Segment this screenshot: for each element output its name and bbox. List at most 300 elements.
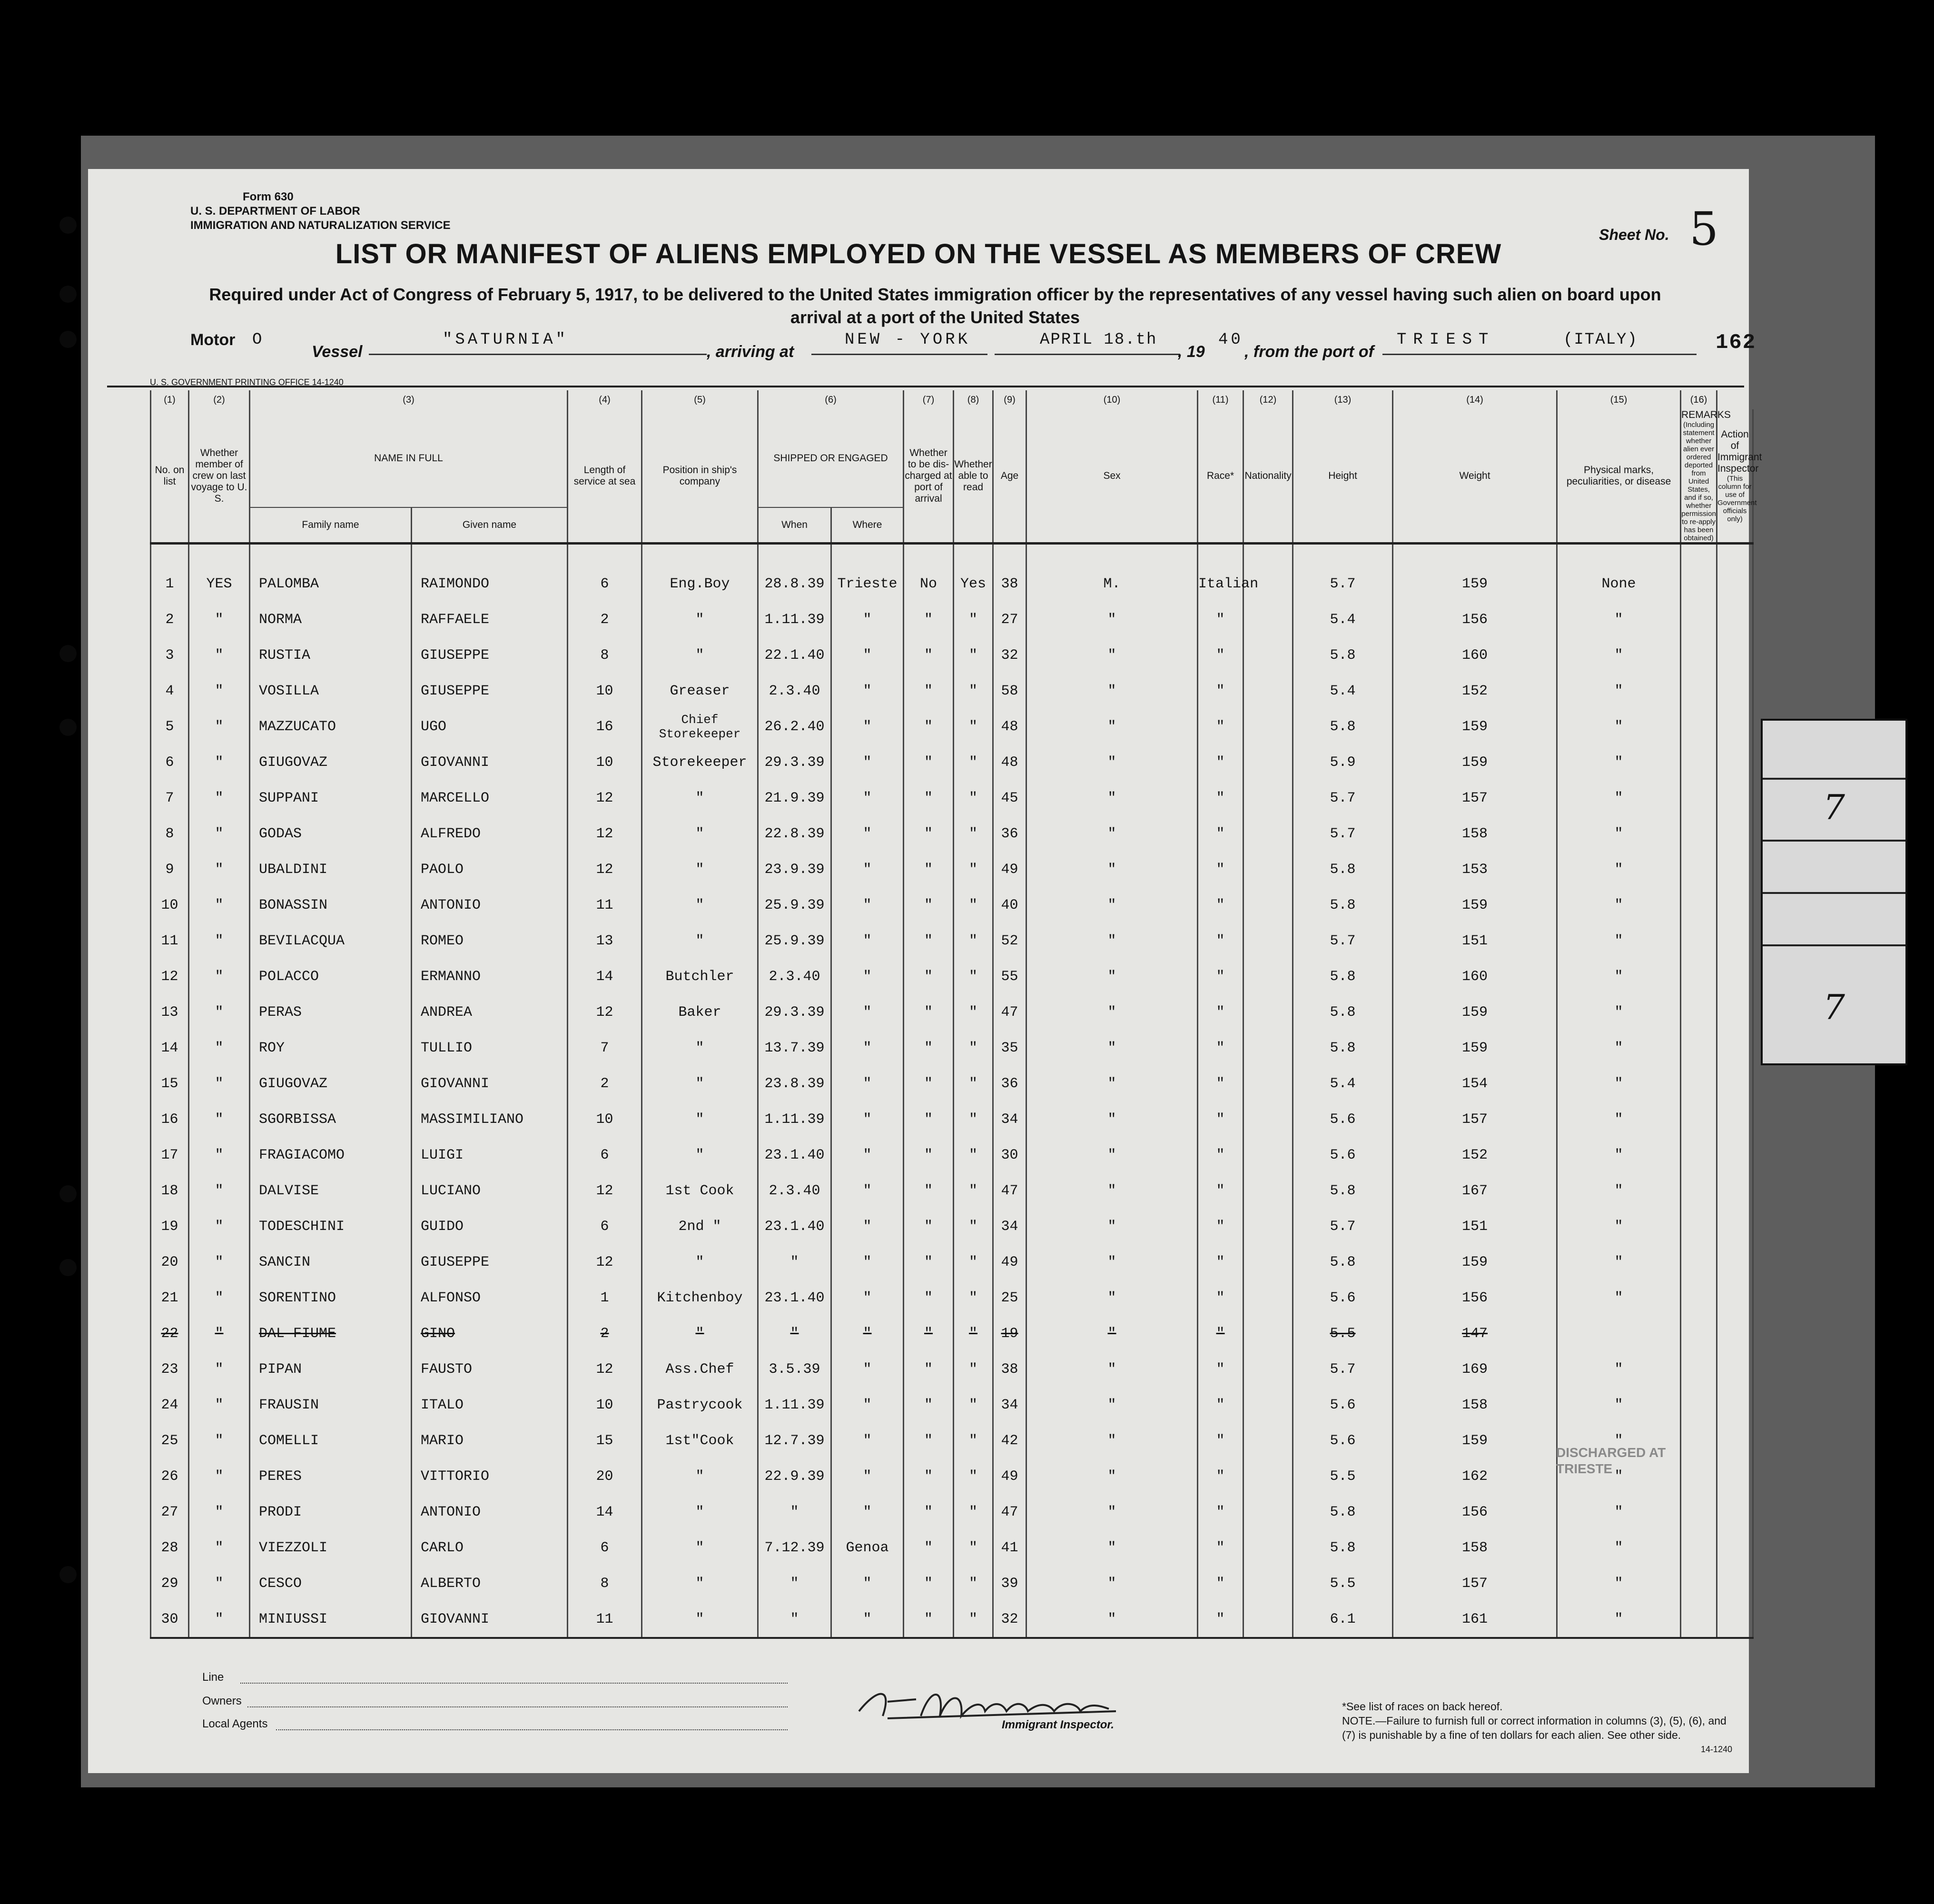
cell-length-of-service: 2 — [568, 602, 642, 637]
cell-race: " — [1198, 1244, 1243, 1280]
cell-family-name: MAZZUCATO — [250, 709, 412, 744]
cell-length-of-service: 6 — [568, 1530, 642, 1566]
cell-sex: " — [1026, 1244, 1198, 1280]
cell-age: 55 — [993, 959, 1026, 994]
table-row — [151, 1101, 1753, 1137]
cell-length-of-service: 6 — [568, 1137, 642, 1173]
cell-nationality — [1243, 673, 1293, 709]
cell-age: 34 — [993, 1209, 1026, 1244]
page-title: LIST OR MANIFEST OF ALIENS EMPLOYED ON THE VESSEL AS MEMBERS OF CREW — [335, 238, 1502, 269]
cell-race: " — [1198, 994, 1243, 1030]
cell-crew-last-voyage: " — [189, 959, 250, 994]
cell-nationality — [1243, 1030, 1293, 1066]
cell-shipped-where: " — [831, 602, 904, 637]
cell-able-to-read: " — [954, 1066, 993, 1101]
cell-nationality — [1243, 1351, 1293, 1387]
cell-shipped-when: 28.8.39 — [758, 544, 831, 602]
col-num: (15) — [1557, 390, 1681, 409]
cell-age: 47 — [993, 1494, 1026, 1530]
cell-family-name: GODAS — [250, 816, 412, 852]
col-physical-marks: Physical marks, peculiarities, or disease — [1557, 409, 1681, 544]
cell-position: 1st Cook — [642, 1173, 758, 1209]
cell-sex: " — [1026, 1601, 1198, 1638]
cell-position: Baker — [642, 994, 758, 1030]
motor-label: Motor — [190, 331, 236, 349]
table-row — [151, 1494, 1753, 1530]
cell-remarks — [1681, 602, 1717, 637]
cell-shipped-where: " — [831, 1101, 904, 1137]
cell-discharged: " — [904, 1387, 954, 1423]
arrival-date: APRIL 18.th — [1040, 331, 1157, 349]
cell-shipped-when: 1.11.39 — [758, 602, 831, 637]
discharged-stamp: DISCHARGED AT TRIESTE — [1556, 1445, 1666, 1476]
cell-row-number: 21 — [151, 1280, 189, 1316]
cell-crew-last-voyage: " — [189, 637, 250, 673]
cell-physical-marks: " — [1557, 1173, 1681, 1209]
cell-shipped-when: 29.3.39 — [758, 744, 831, 780]
cell-family-name: BONASSIN — [250, 887, 412, 923]
cell-height: 5.8 — [1293, 1530, 1393, 1566]
cell-family-name: GIUGOVAZ — [250, 1066, 412, 1101]
cell-height: 5.8 — [1293, 994, 1393, 1030]
cell-age: 41 — [993, 1530, 1026, 1566]
cell-age: 39 — [993, 1566, 1026, 1601]
cell-length-of-service: 10 — [568, 744, 642, 780]
cell-length-of-service: 15 — [568, 1423, 642, 1458]
cell-family-name: UBALDINI — [250, 852, 412, 887]
cell-able-to-read: " — [954, 1209, 993, 1244]
cell-height: 5.6 — [1293, 1280, 1393, 1316]
cell-crew-last-voyage: " — [189, 1566, 250, 1601]
cell-age: 49 — [993, 852, 1026, 887]
cell-position: " — [642, 852, 758, 887]
cell-inspector-action — [1717, 1209, 1753, 1244]
cell-nationality — [1243, 1566, 1293, 1601]
cell-shipped-where: " — [831, 1173, 904, 1209]
cell-shipped-where: " — [831, 1137, 904, 1173]
cell-discharged: " — [904, 994, 954, 1030]
cell-remarks — [1681, 1494, 1717, 1530]
cell-position: " — [642, 816, 758, 852]
cell-crew-last-voyage: " — [189, 1423, 250, 1458]
cell-inspector-action — [1717, 1494, 1753, 1530]
cell-crew-last-voyage: " — [189, 1244, 250, 1280]
cell-physical-marks: " — [1557, 1066, 1681, 1101]
cell-weight: 159 — [1393, 1423, 1557, 1458]
cell-nationality — [1243, 1423, 1293, 1458]
table-row — [151, 780, 1753, 816]
cell-physical-marks: " — [1557, 1566, 1681, 1601]
table-row — [151, 1316, 1753, 1351]
cell-weight: 159 — [1393, 887, 1557, 923]
cell-crew-last-voyage: " — [189, 1601, 250, 1638]
cell-remarks — [1681, 852, 1717, 887]
cell-weight: 158 — [1393, 1387, 1557, 1423]
cell-crew-last-voyage: " — [189, 780, 250, 816]
cell-crew-last-voyage: " — [189, 1316, 250, 1351]
cell-shipped-when: 2.3.40 — [758, 1173, 831, 1209]
cell-weight: 169 — [1393, 1351, 1557, 1387]
cell-weight: 167 — [1393, 1173, 1557, 1209]
col-num: (12) — [1243, 390, 1293, 409]
table-row — [151, 602, 1753, 637]
cell-given-name: ANTONIO — [412, 1494, 568, 1530]
cell-position: " — [642, 637, 758, 673]
table-row — [151, 1423, 1753, 1458]
cell-age: 47 — [993, 1173, 1026, 1209]
penalty-note: NOTE.—Failure to furnish full or correct information in columns (3), (5), (6), and (7) is punishable by a fine of ten dollars for each alien. See other side. — [1342, 1715, 1727, 1741]
cell-family-name: FRAGIACOMO — [250, 1137, 412, 1173]
col-where: Where — [831, 507, 904, 543]
table-row — [151, 1566, 1753, 1601]
cell-discharged: " — [904, 1244, 954, 1280]
cell-shipped-when: " — [758, 1316, 831, 1351]
col-sex: Sex — [1026, 409, 1198, 544]
cell-age: 27 — [993, 602, 1026, 637]
cell-row-number: 30 — [151, 1601, 189, 1638]
table-row — [151, 709, 1753, 744]
cell-shipped-when: 23.1.40 — [758, 1280, 831, 1316]
col-num: (13) — [1293, 390, 1393, 409]
from-label: , from the port of — [1244, 343, 1374, 361]
cell-row-number: 20 — [151, 1244, 189, 1280]
cell-race: " — [1198, 1387, 1243, 1423]
cell-family-name: PERES — [250, 1458, 412, 1494]
cell-race: " — [1198, 1101, 1243, 1137]
table-row — [151, 1209, 1753, 1244]
cell-crew-last-voyage: " — [189, 1494, 250, 1530]
cell-crew-last-voyage: " — [189, 709, 250, 744]
cell-sex: M. — [1026, 544, 1198, 602]
cell-family-name: COMELLI — [250, 1423, 412, 1458]
cell-inspector-action — [1717, 602, 1753, 637]
cell-remarks — [1681, 637, 1717, 673]
cell-weight: 151 — [1393, 923, 1557, 959]
table-row — [151, 852, 1753, 887]
cell-height: 5.7 — [1293, 544, 1393, 602]
cell-crew-last-voyage: " — [189, 1280, 250, 1316]
cell-sex: " — [1026, 1530, 1198, 1566]
cell-remarks — [1681, 959, 1717, 994]
cell-shipped-when: 29.3.39 — [758, 994, 831, 1030]
cell-discharged: " — [904, 1601, 954, 1638]
cell-nationality — [1243, 1280, 1293, 1316]
cell-length-of-service: 11 — [568, 1601, 642, 1638]
cell-inspector-action — [1717, 1030, 1753, 1066]
cell-family-name: GIUGOVAZ — [250, 744, 412, 780]
cell-shipped-where: " — [831, 709, 904, 744]
cell-crew-last-voyage: " — [189, 852, 250, 887]
cell-able-to-read: " — [954, 673, 993, 709]
cell-length-of-service: 12 — [568, 1351, 642, 1387]
col-num: (10) — [1026, 390, 1198, 409]
cell-shipped-when: 3.5.39 — [758, 1351, 831, 1387]
punch-hole — [59, 719, 77, 736]
cell-family-name: PRODI — [250, 1494, 412, 1530]
cell-position: Storekeeper — [642, 744, 758, 780]
cell-height: 5.8 — [1293, 637, 1393, 673]
cell-race: " — [1198, 1566, 1243, 1601]
cell-shipped-when: 25.9.39 — [758, 887, 831, 923]
cell-race: " — [1198, 1351, 1243, 1387]
cell-remarks — [1681, 1280, 1717, 1316]
cell-sex: " — [1026, 816, 1198, 852]
cell-physical-marks: None — [1557, 544, 1681, 602]
cell-sex: " — [1026, 673, 1198, 709]
cell-discharged: " — [904, 959, 954, 994]
cell-height: 5.5 — [1293, 1316, 1393, 1351]
cell-height: 5.7 — [1293, 816, 1393, 852]
cell-family-name: VIEZZOLI — [250, 1530, 412, 1566]
table-row — [151, 1351, 1753, 1387]
cell-height: 5.8 — [1293, 709, 1393, 744]
cell-discharged: " — [904, 602, 954, 637]
cell-remarks — [1681, 544, 1717, 602]
cell-discharged: " — [904, 1530, 954, 1566]
cell-discharged: " — [904, 923, 954, 959]
cell-position: Kitchenboy — [642, 1280, 758, 1316]
cell-inspector-action — [1717, 1244, 1753, 1280]
list-number: 162 — [1716, 331, 1756, 355]
table-row — [151, 994, 1753, 1030]
cell-race: " — [1198, 1209, 1243, 1244]
cell-shipped-when: 23.1.40 — [758, 1209, 831, 1244]
cell-weight: 147 — [1393, 1316, 1557, 1351]
cell-discharged: " — [904, 816, 954, 852]
cell-sex: " — [1026, 1101, 1198, 1137]
cell-row-number: 9 — [151, 852, 189, 887]
col-when: When — [758, 507, 831, 543]
cell-remarks — [1681, 1316, 1717, 1351]
col-num: (9) — [993, 390, 1026, 409]
col-num: (4) — [568, 390, 642, 409]
cell-position: " — [642, 1530, 758, 1566]
cell-age: 38 — [993, 1351, 1026, 1387]
cell-able-to-read: " — [954, 1280, 993, 1316]
cell-length-of-service: 12 — [568, 1173, 642, 1209]
cell-position: " — [642, 602, 758, 637]
cell-age: 19 — [993, 1316, 1026, 1351]
cell-inspector-action — [1717, 1101, 1753, 1137]
cell-given-name: ROMEO — [412, 923, 568, 959]
cell-discharged: " — [904, 1423, 954, 1458]
cell-given-name: PAOLO — [412, 852, 568, 887]
cell-weight: 157 — [1393, 780, 1557, 816]
cell-discharged: " — [904, 1209, 954, 1244]
table-row — [151, 544, 1753, 602]
col-no-on-list: No. on list — [151, 409, 189, 544]
cell-able-to-read: " — [954, 1494, 993, 1530]
cell-nationality — [1243, 544, 1293, 602]
cell-able-to-read: " — [954, 816, 993, 852]
cell-able-to-read: " — [954, 1387, 993, 1423]
cell-remarks — [1681, 994, 1717, 1030]
cell-shipped-where: " — [831, 1066, 904, 1101]
cell-discharged: " — [904, 1351, 954, 1387]
cell-family-name: NORMA — [250, 602, 412, 637]
cell-height: 5.8 — [1293, 1173, 1393, 1209]
from-port: TRIEST — [1397, 331, 1495, 349]
col-shipped: SHIPPED OR ENGAGED — [758, 409, 904, 507]
cell-able-to-read: " — [954, 1423, 993, 1458]
cell-family-name: DALVISE — [250, 1173, 412, 1209]
cell-nationality — [1243, 1244, 1293, 1280]
year-suffix: 40 — [1218, 331, 1243, 349]
cell-age: 45 — [993, 780, 1026, 816]
cell-nationality — [1243, 780, 1293, 816]
cell-inspector-action — [1717, 1530, 1753, 1566]
cell-weight: 158 — [1393, 1530, 1557, 1566]
cell-inspector-action — [1717, 1066, 1753, 1101]
cell-nationality — [1243, 1387, 1293, 1423]
cell-given-name: LUIGI — [412, 1137, 568, 1173]
cell-position: " — [642, 1566, 758, 1601]
cell-given-name: GINO — [412, 1316, 568, 1351]
cell-shipped-when: 13.7.39 — [758, 1030, 831, 1066]
cell-length-of-service: 10 — [568, 673, 642, 709]
cell-age: 36 — [993, 1066, 1026, 1101]
cell-row-number: 4 — [151, 673, 189, 709]
cell-remarks — [1681, 744, 1717, 780]
cell-family-name: SANCIN — [250, 1244, 412, 1280]
cell-row-number: 18 — [151, 1173, 189, 1209]
cell-discharged: " — [904, 1066, 954, 1101]
cell-sex: " — [1026, 780, 1198, 816]
cell-discharged: " — [904, 1566, 954, 1601]
cell-inspector-action — [1717, 744, 1753, 780]
cell-given-name: FAUSTO — [412, 1351, 568, 1387]
cell-inspector-action — [1717, 994, 1753, 1030]
cell-shipped-where: " — [831, 780, 904, 816]
cell-able-to-read: " — [954, 1458, 993, 1494]
punch-hole — [59, 645, 77, 662]
cell-height: 5.8 — [1293, 1030, 1393, 1066]
cell-race: " — [1198, 780, 1243, 816]
cell-row-number: 17 — [151, 1137, 189, 1173]
cell-nationality — [1243, 1137, 1293, 1173]
form-code: 14-1240 — [1700, 1745, 1732, 1754]
cell-physical-marks: " — [1557, 780, 1681, 816]
cell-able-to-read: " — [954, 994, 993, 1030]
cell-row-number: 10 — [151, 887, 189, 923]
cell-race: " — [1198, 816, 1243, 852]
cell-family-name: VOSILLA — [250, 673, 412, 709]
cell-physical-marks — [1557, 1316, 1681, 1351]
col-able-read: Whether able to read — [954, 409, 993, 544]
crew-table — [150, 390, 1762, 1639]
cell-age: 38 — [993, 544, 1026, 602]
cell-nationality — [1243, 923, 1293, 959]
cell-race: " — [1198, 1494, 1243, 1530]
tab-mark: 7 — [1823, 787, 1845, 827]
cell-crew-last-voyage: " — [189, 816, 250, 852]
cell-physical-marks: " — [1557, 744, 1681, 780]
cell-sex: " — [1026, 1316, 1198, 1351]
cell-position: " — [642, 1101, 758, 1137]
cell-shipped-when: 23.8.39 — [758, 1066, 831, 1101]
cell-race: " — [1198, 923, 1243, 959]
cell-nationality — [1243, 1494, 1293, 1530]
cell-race: " — [1198, 709, 1243, 744]
sheet-number-label: Sheet No. — [1599, 226, 1669, 243]
cell-inspector-action — [1717, 1458, 1753, 1494]
cell-crew-last-voyage: " — [189, 1101, 250, 1137]
arriving-port: NEW - YORK — [845, 331, 971, 349]
cell-position: 1st"Cook — [642, 1423, 758, 1458]
cell-length-of-service: 8 — [568, 637, 642, 673]
cell-weight: 157 — [1393, 1566, 1557, 1601]
cell-shipped-when: 22.9.39 — [758, 1458, 831, 1494]
cell-row-number: 22 — [151, 1316, 189, 1351]
cell-shipped-when: 1.11.39 — [758, 1387, 831, 1423]
service-name: IMMIGRATION AND NATURALIZATION SERVICE — [190, 219, 451, 232]
cell-given-name: ERMANNO — [412, 959, 568, 994]
cell-weight: 152 — [1393, 673, 1557, 709]
cell-family-name: BEVILACQUA — [250, 923, 412, 959]
cell-sex: " — [1026, 1351, 1198, 1387]
owners-label: Owners — [202, 1695, 242, 1707]
cell-physical-marks: " — [1557, 852, 1681, 887]
cell-remarks — [1681, 1209, 1717, 1244]
cell-physical-marks: " — [1557, 1387, 1681, 1423]
cell-family-name: SGORBISSA — [250, 1101, 412, 1137]
cell-physical-marks: " — [1557, 1601, 1681, 1638]
cell-discharged: " — [904, 709, 954, 744]
punch-hole — [59, 286, 77, 303]
cell-shipped-where: " — [831, 923, 904, 959]
cell-remarks — [1681, 816, 1717, 852]
cell-crew-last-voyage: " — [189, 994, 250, 1030]
cell-age: 48 — [993, 709, 1026, 744]
col-num: (11) — [1198, 390, 1243, 409]
cell-shipped-when: " — [758, 1566, 831, 1601]
cell-discharged: " — [904, 744, 954, 780]
cell-shipped-where: " — [831, 816, 904, 852]
cell-discharged: " — [904, 1030, 954, 1066]
cell-age: 32 — [993, 1601, 1026, 1638]
cell-shipped-when: 22.1.40 — [758, 637, 831, 673]
cell-age: 30 — [993, 1137, 1026, 1173]
cell-race: " — [1198, 602, 1243, 637]
cell-shipped-where: Trieste — [831, 544, 904, 602]
cell-physical-marks: " — [1557, 1244, 1681, 1280]
vessel-label: Vessel — [312, 343, 363, 361]
cell-able-to-read: " — [954, 1244, 993, 1280]
cell-crew-last-voyage: " — [189, 923, 250, 959]
table-row — [151, 637, 1753, 673]
cell-length-of-service: 12 — [568, 1244, 642, 1280]
cell-discharged: " — [904, 1101, 954, 1137]
cell-age: 42 — [993, 1423, 1026, 1458]
cell-remarks — [1681, 1530, 1717, 1566]
cell-physical-marks: " — [1557, 1101, 1681, 1137]
cell-row-number: 11 — [151, 923, 189, 959]
cell-inspector-action — [1717, 637, 1753, 673]
cell-race: " — [1198, 744, 1243, 780]
line-label: Line — [202, 1671, 224, 1684]
cell-nationality — [1243, 887, 1293, 923]
cell-length-of-service: 11 — [568, 887, 642, 923]
cell-row-number: 14 — [151, 1030, 189, 1066]
date-underline — [995, 354, 1180, 355]
cell-able-to-read: " — [954, 1030, 993, 1066]
cell-race: " — [1198, 1066, 1243, 1101]
cell-crew-last-voyage: " — [189, 744, 250, 780]
cell-inspector-action — [1717, 852, 1753, 887]
cell-family-name: DAL FIUME — [250, 1316, 412, 1351]
cell-able-to-read: " — [954, 959, 993, 994]
cell-crew-last-voyage: " — [189, 673, 250, 709]
